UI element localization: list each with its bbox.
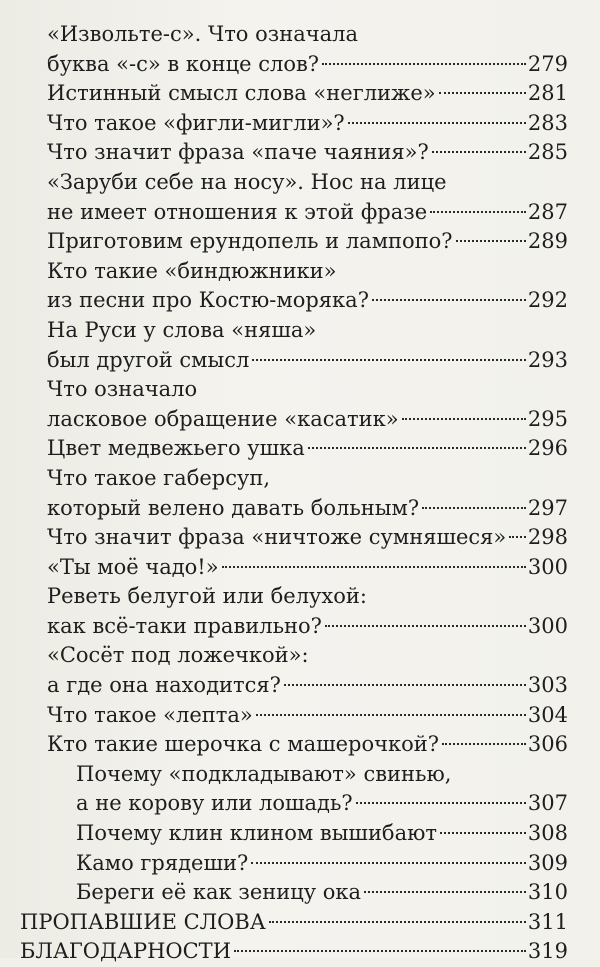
toc-page-number: 297 — [527, 495, 568, 520]
toc-entry-title: Кто такие шерочка с машерочкой? — [47, 732, 440, 757]
dot-leader — [356, 802, 526, 804]
toc-entry-title: Почему клин клином вышибают — [76, 821, 437, 846]
toc-page-number: 307 — [527, 791, 568, 816]
toc-entry-title-line: «Извольте-с». Что означала — [47, 22, 359, 46]
toc-page-number: 292 — [527, 288, 568, 313]
toc-page-number: 295 — [527, 406, 568, 431]
toc-page-number: 310 — [527, 880, 568, 905]
dot-leader — [325, 625, 526, 627]
dot-leader — [269, 921, 526, 923]
toc-section[interactable] — [0, 937, 600, 967]
toc-entry-title: Камо грядеши? — [76, 850, 249, 875]
toc-entry[interactable] — [0, 730, 600, 760]
toc-entry-title: «Ты моё чадо!» — [47, 554, 219, 579]
dot-leader — [422, 507, 526, 509]
toc-entry-title: Что такое «лепта» — [47, 702, 253, 727]
toc-entry-title: а где она находится? — [47, 673, 281, 698]
dot-leader — [234, 950, 526, 952]
dot-leader — [456, 240, 526, 242]
toc-entry[interactable] — [0, 50, 600, 80]
toc-entry-title: Истинный смысл слова «неглиже» — [47, 81, 436, 106]
dot-leader — [251, 862, 526, 864]
toc-entry[interactable] — [0, 671, 600, 701]
toc-entry-title: Приготовим ерундопель и лампопо? — [47, 229, 453, 254]
toc-section-title: ПРОПАВШИЕ СЛОВА — [20, 909, 266, 934]
toc-page-number: 309 — [527, 850, 568, 875]
toc-section[interactable] — [0, 908, 600, 938]
toc-page-number: 281 — [527, 81, 568, 106]
toc-section-title: БЛАГОДАРНОСТИ — [20, 939, 232, 964]
toc-entry-title: Береги её как зеницу ока — [76, 880, 362, 905]
toc-entry[interactable] — [0, 346, 600, 376]
toc-entry[interactable] — [0, 849, 600, 879]
toc-entry[interactable] — [0, 523, 600, 553]
toc-page-number: 308 — [527, 821, 568, 846]
toc-entry-title: буква «-с» в конце слов? — [47, 51, 320, 76]
toc-entry[interactable] — [0, 701, 600, 731]
dot-leader — [430, 211, 526, 213]
toc-page-number: 283 — [527, 110, 568, 135]
toc-page-number: 300 — [527, 613, 568, 638]
toc-entry[interactable] — [0, 138, 600, 168]
dot-leader — [439, 92, 526, 94]
toc-entry-title: Что значит фраза «паче чаяния»? — [47, 140, 429, 165]
dot-leader — [284, 684, 526, 686]
dot-leader — [308, 447, 526, 449]
toc-entry[interactable] — [0, 405, 600, 435]
toc-page-number: 285 — [527, 140, 568, 165]
toc-entry[interactable] — [0, 612, 600, 642]
toc-entry-title-line: «Заруби себе на носу». Нос на лице — [47, 169, 447, 194]
dot-leader — [509, 536, 526, 538]
table-of-contents — [0, 20, 600, 967]
toc-page-number: 304 — [527, 702, 568, 727]
toc-entry-title-line: «Сосёт под ложечкой»: — [47, 643, 309, 668]
toc-entry-title: не имеет отношения к этой фразе — [47, 199, 428, 224]
toc-entry-title: как всё-таки правильно? — [47, 613, 322, 638]
dot-leader — [442, 743, 526, 745]
toc-entry[interactable] — [0, 109, 600, 139]
toc-entry-title: Цвет медвежьего ушка — [47, 436, 305, 461]
toc-entry-title: Что значит фраза «ничтоже сумняшеся» — [47, 525, 507, 550]
dot-leader — [222, 566, 526, 568]
toc-entry[interactable] — [0, 553, 600, 583]
dot-leader — [372, 299, 526, 301]
toc-entry[interactable] — [0, 286, 600, 316]
toc-entry[interactable] — [0, 79, 600, 109]
toc-page-number: 300 — [527, 554, 568, 579]
toc-entry[interactable] — [0, 819, 600, 849]
toc-entry-title: был другой смысл — [47, 347, 250, 372]
toc-entry[interactable] — [0, 878, 600, 908]
toc-page-number: 289 — [527, 229, 568, 254]
toc-page-number: 279 — [527, 51, 568, 76]
toc-page-number: 296 — [527, 436, 568, 461]
dot-leader — [252, 359, 526, 361]
toc-page-number: 287 — [527, 199, 568, 224]
dot-leader — [256, 714, 526, 716]
toc-entry-title: из песни про Костю-моряка? — [47, 288, 369, 313]
toc-entry-title: Что такое «фигли-мигли»? — [47, 110, 345, 135]
dot-leader — [322, 63, 526, 65]
toc-entry-title: а не корову или лошадь? — [76, 791, 353, 816]
dot-leader — [364, 891, 526, 893]
toc-page-number: 298 — [527, 525, 568, 550]
toc-page-number: 319 — [527, 939, 568, 964]
toc-entry[interactable] — [0, 494, 600, 524]
toc-page-number: 311 — [527, 909, 568, 934]
toc-entry-title: ласковое обращение «касатик» — [47, 406, 399, 431]
toc-entry[interactable] — [0, 227, 600, 257]
toc-entry-title-line: Кто такие «биндюжники» — [47, 258, 337, 283]
dot-leader — [402, 418, 526, 420]
toc-entry[interactable] — [0, 198, 600, 228]
toc-entry-title-line: Что означало — [47, 377, 198, 402]
toc-entry[interactable] — [0, 434, 600, 464]
toc-page-number: 306 — [527, 732, 568, 757]
toc-entry-title-line: Реветь белугой или белухой: — [47, 584, 367, 609]
toc-entry[interactable] — [0, 789, 600, 819]
toc-page-number: 303 — [527, 673, 568, 698]
toc-entry-title-line: На Руси у слова «няша» — [47, 317, 317, 342]
toc-entry-title-line: Что такое габерсуп, — [47, 465, 271, 490]
dot-leader — [440, 832, 526, 834]
dot-leader — [348, 122, 526, 124]
toc-page-number: 293 — [527, 347, 568, 372]
toc-entry-title: который велено давать больным? — [47, 495, 420, 520]
toc-entry-title-line: Почему «подкладывают» свинью, — [76, 761, 452, 786]
dot-leader — [432, 151, 526, 153]
